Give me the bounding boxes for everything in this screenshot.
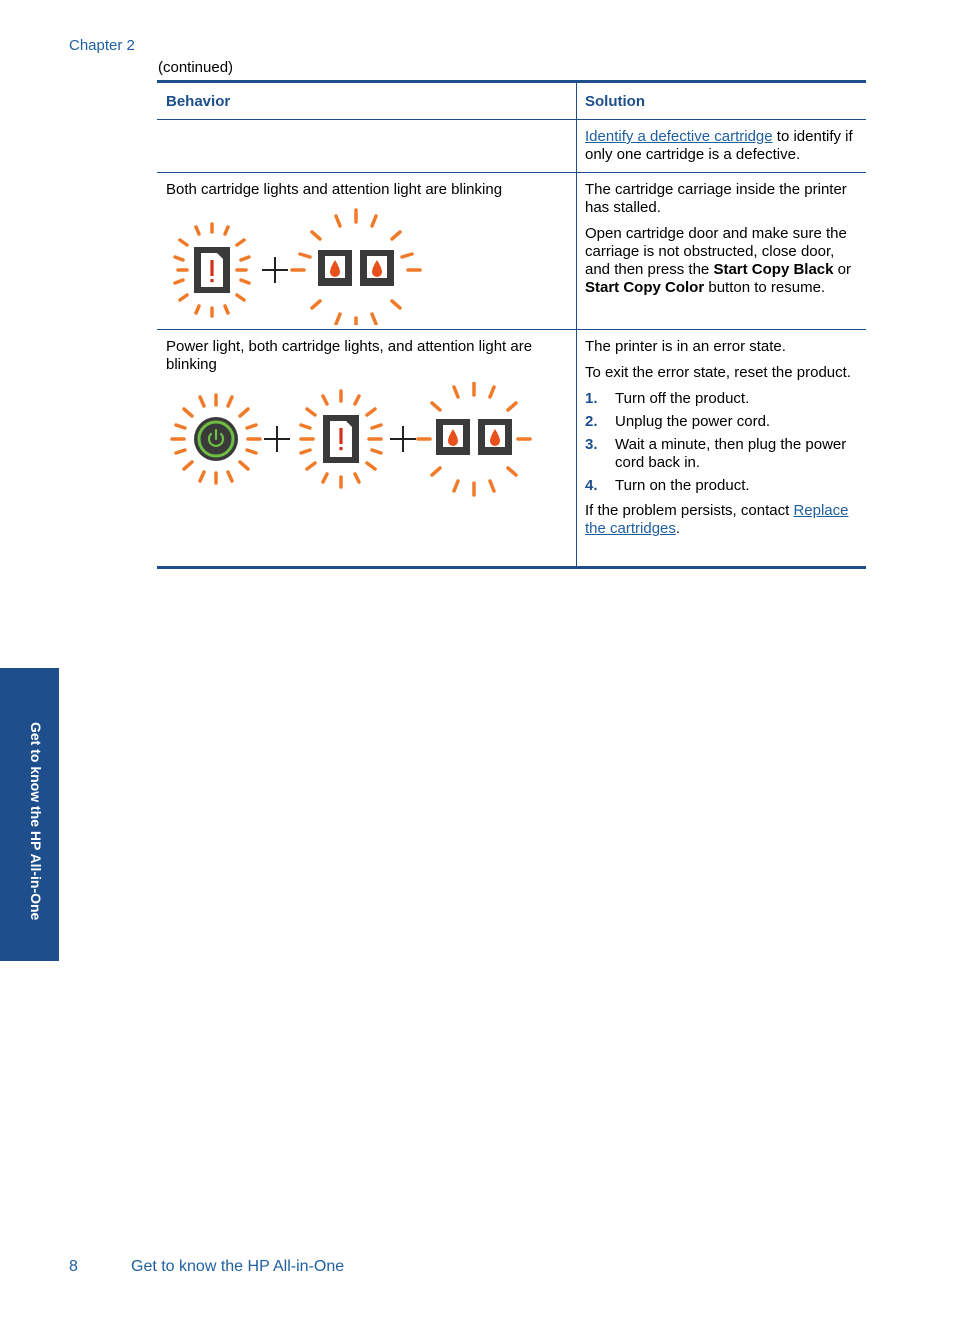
behavior-cell	[157, 173, 577, 329]
chapter-label: Chapter 2	[69, 37, 135, 54]
step-text: Turn off the product.	[615, 390, 750, 407]
table-row	[157, 120, 866, 173]
step-number: 4.	[585, 477, 598, 494]
identify-defective-cartridge-link[interactable]: Identify a defective cartridge	[585, 128, 773, 145]
step-number: 2.	[585, 413, 598, 430]
reset-steps-list	[585, 390, 858, 495]
list-item	[585, 436, 858, 472]
step-text: Wait a minute, then plug the power cord back in.	[615, 436, 847, 471]
plus-icon	[262, 257, 288, 283]
start-copy-color-label: Start Copy Color	[585, 279, 705, 296]
behavior-cell	[157, 120, 577, 172]
blinking-lights-illustration	[164, 382, 544, 502]
solution-cell	[577, 330, 866, 566]
blinking-lights-illustration	[164, 205, 424, 325]
solution-paragraph	[585, 225, 858, 297]
start-copy-black-label: Start Copy Black	[713, 261, 834, 278]
solution-text: Open cartridge door and make sure the carriage is not obstructed, close door, and then press the	[585, 225, 847, 278]
list-item	[585, 413, 858, 431]
solution-text: or	[833, 261, 851, 278]
behavior-solution-table	[157, 80, 866, 569]
behavior-text: Power light, both cartridge lights, and attention light are blinking	[166, 338, 533, 373]
table-row	[157, 173, 866, 330]
behavior-text: Both cartridge lights and attention light are blinking	[166, 181, 503, 198]
solution-paragraph: To exit the error state, reset the product.	[585, 364, 851, 381]
solution-text: .	[675, 520, 681, 537]
solution-cell	[577, 173, 866, 329]
cartridge-lights-icon	[292, 210, 420, 325]
cartridge-lights-icon	[418, 383, 530, 495]
solution-cell	[577, 120, 866, 172]
solution-text: button to resume.	[704, 279, 826, 296]
table-header-row	[157, 83, 866, 120]
behavior-cell	[157, 330, 577, 566]
replace-cartridges-link[interactable]: Replace the cartridges	[585, 502, 849, 537]
step-number: 1.	[585, 390, 598, 407]
header-behavior: Behavior	[157, 83, 577, 119]
list-item	[585, 390, 858, 408]
step-number: 3.	[585, 436, 598, 453]
side-tab-label: Get to know the HP All-in-One	[28, 722, 44, 921]
plus-icon	[264, 426, 290, 452]
plus-icon	[390, 426, 416, 452]
solution-paragraph: The printer is in an error state.	[585, 338, 786, 355]
table-row	[157, 330, 866, 566]
step-text: Turn on the product.	[615, 477, 750, 494]
solution-paragraph	[585, 502, 858, 538]
footer-title: Get to know the HP All-in-One	[131, 1258, 345, 1275]
page-number: 8	[69, 1258, 78, 1275]
attention-light-icon	[175, 224, 249, 316]
solution-text: If the problem persists, contact	[585, 502, 794, 519]
power-light-icon	[172, 395, 260, 483]
attention-light-icon	[301, 391, 381, 487]
solution-text: to identify if only one cartridge is a defective.	[585, 128, 853, 163]
step-text: Unplug the power cord.	[615, 413, 771, 430]
solution-paragraph: The cartridge carriage inside the printer has stalled.	[585, 181, 847, 216]
header-solution: Solution	[585, 93, 645, 110]
list-item	[585, 477, 858, 495]
continued-label: (continued)	[158, 59, 234, 76]
